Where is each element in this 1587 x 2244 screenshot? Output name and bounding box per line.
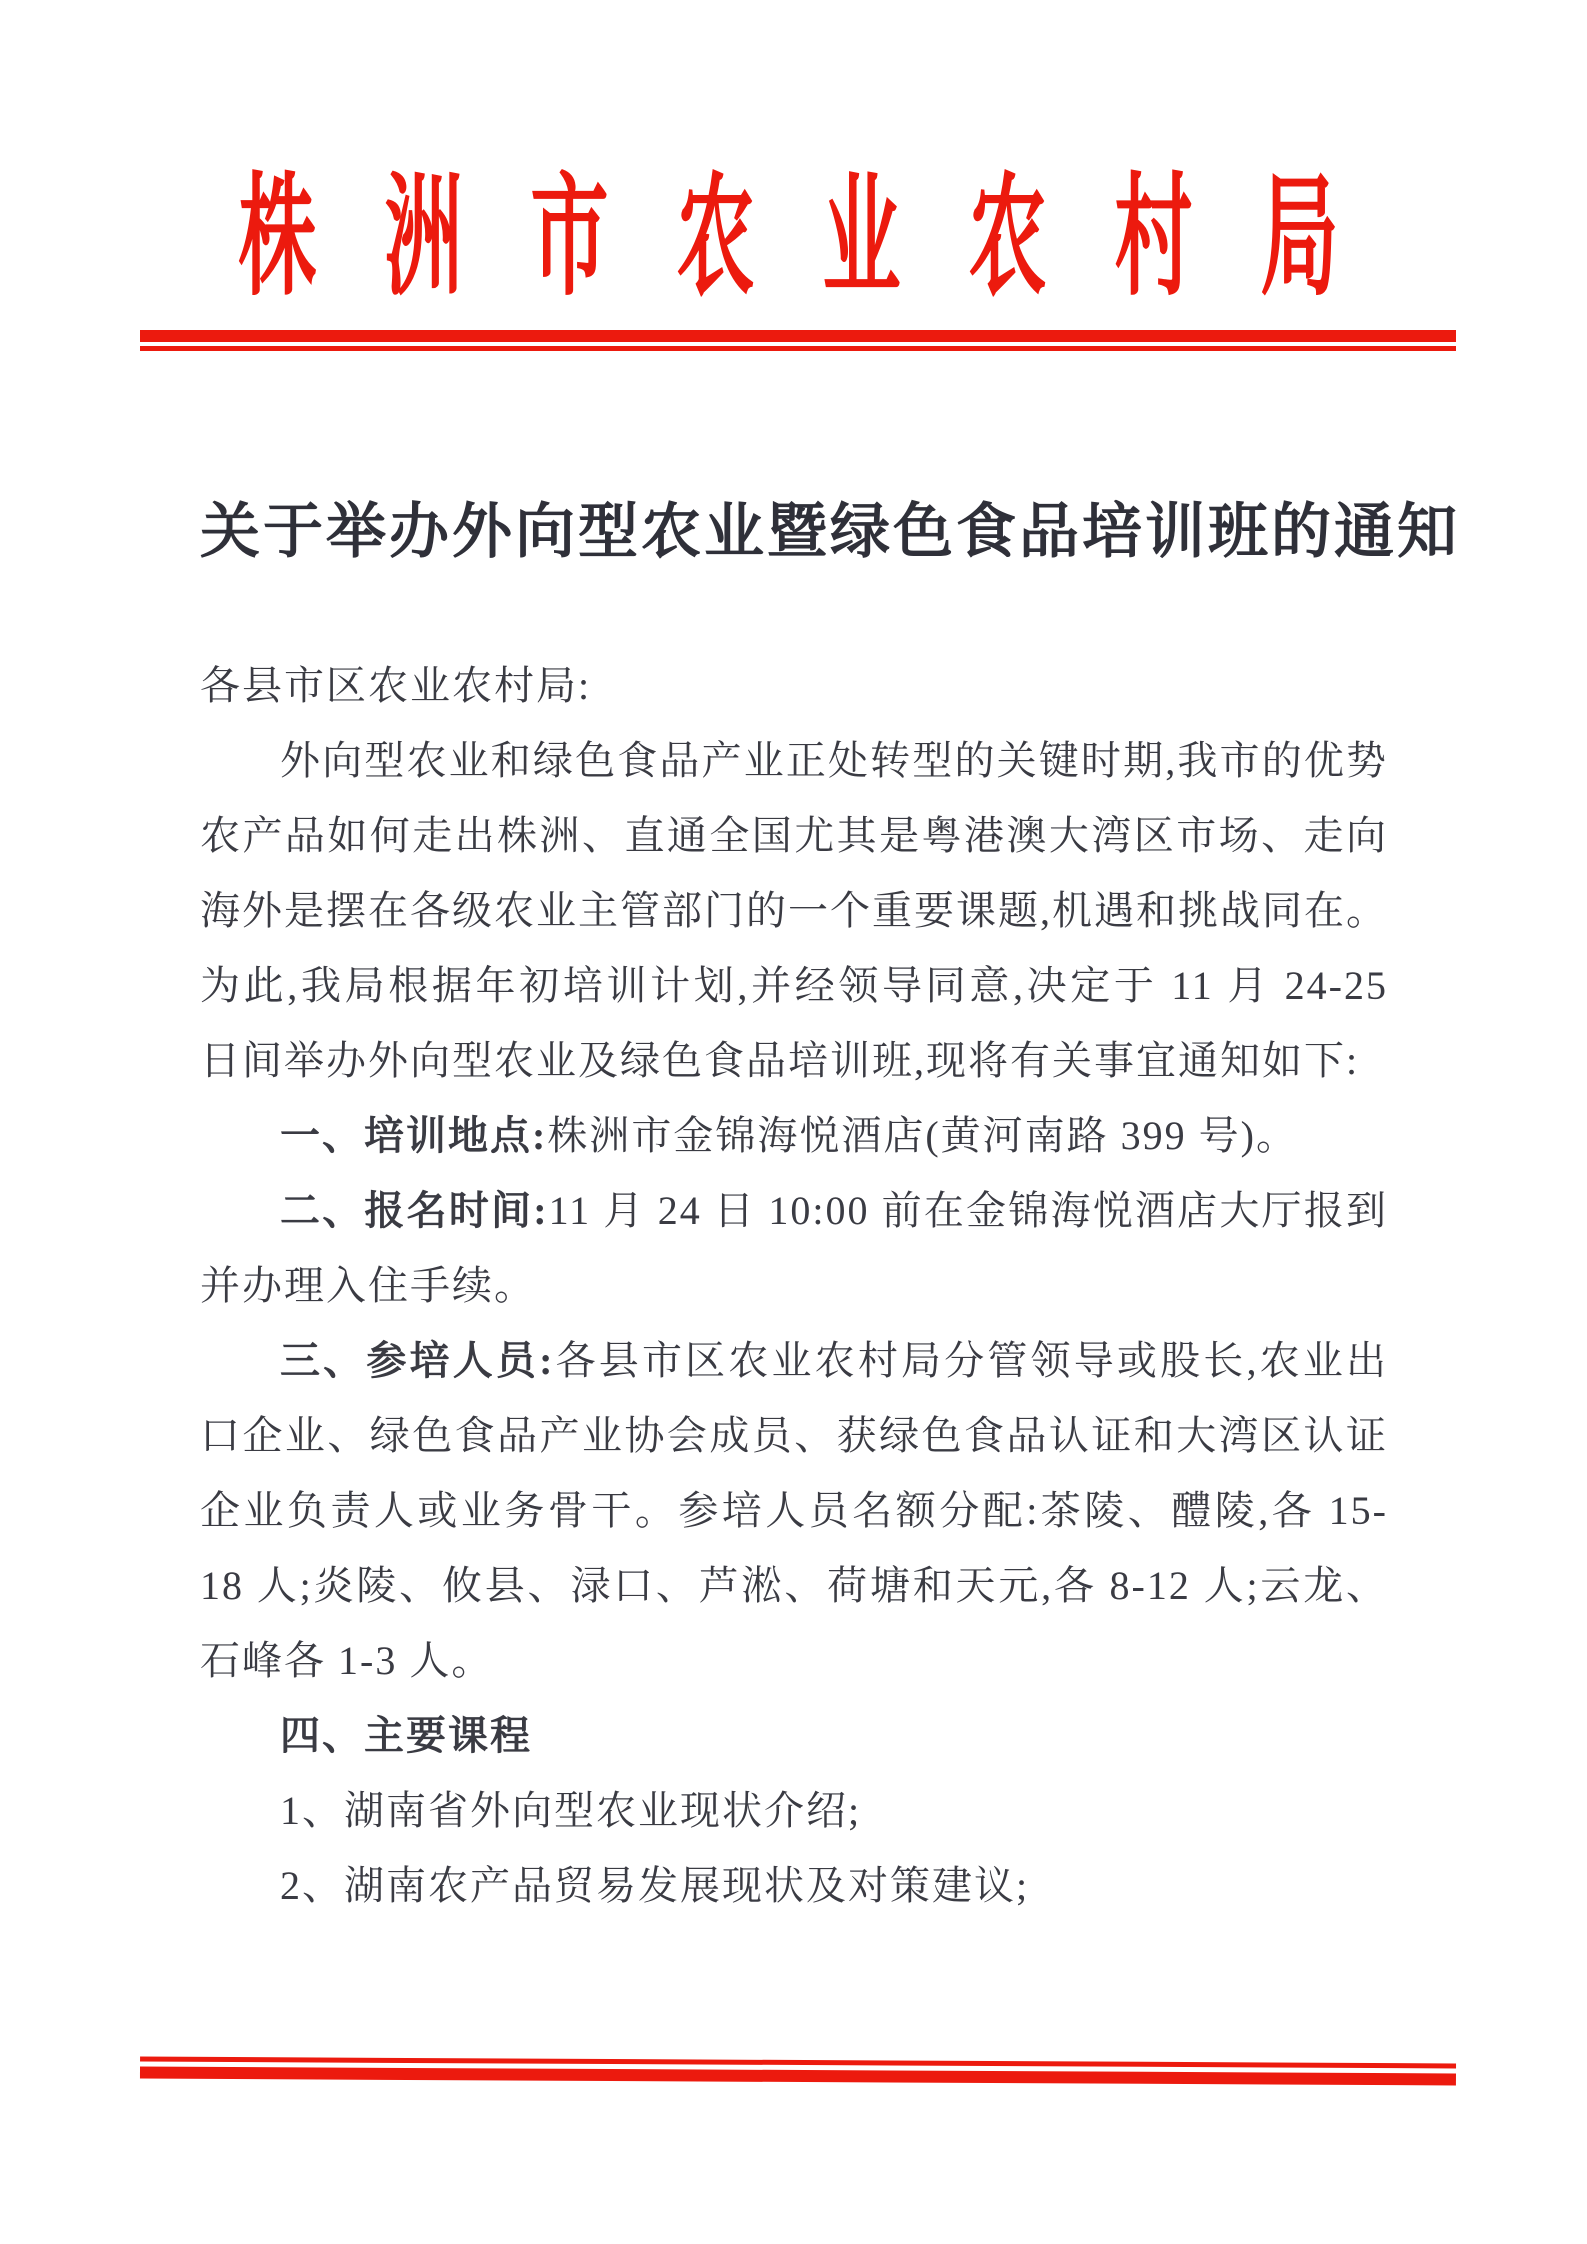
paragraph-lead: 二、报名时间:: [280, 1188, 549, 1233]
separator-thin-bar: [140, 346, 1456, 351]
separator-thick-bar: [140, 330, 1456, 342]
paragraph-text: 11 月 24 日 10:00 前在金锦海悦酒店大厅报到并办理入住手续。: [200, 1188, 1388, 1308]
paragraph-course-item-2: [200, 1848, 1388, 1923]
paragraph-lead: 三、参培人员:: [280, 1338, 555, 1383]
document-body: [200, 648, 1388, 1923]
paragraph-lead: 一、培训地点:: [280, 1113, 548, 1158]
paragraph-training-location: [200, 1098, 1388, 1173]
paragraph-participants: [200, 1323, 1388, 1698]
paragraph-text: 株洲市金锦海悦酒店(黄河南路 399 号)。: [547, 1113, 1298, 1158]
red-separator-bottom: [140, 2057, 1456, 2086]
letterhead-agency-name: 株洲市农业农村局: [238, 163, 1407, 312]
paragraph-text: 各县市区农业农村局分管领导或股长,农业出口企业、绿色食品产业协会成员、获绿色食品认证和大湾区认证企业负责人或业务骨干。参培人员名额分配:茶陵、醴陵,各 15-18 人;炎陵、攸县、渌口、芦淞、荷塘和天元,各 8-12 人;云龙、石峰各 1-3 人。: [200, 1338, 1388, 1683]
red-separator-top: [140, 330, 1456, 351]
paragraph-course-item-1: [200, 1773, 1388, 1848]
paragraph-text: 2、湖南农产品贸易发展现状及对策建议;: [280, 1863, 1030, 1908]
paragraph-text: 外向型农业和绿色食品产业正处转型的关键时期,我市的优势农产品如何走出株洲、直通全国尤其是粤港澳大湾区市场、走向海外是摆在各级农业主管部门的一个重要课题,机遇和挑战同在。为此,我局根据年初培训计划,并经领导同意,决定于 11 月 24-25 日间举办外向型农业及绿色食品培训班,现将有关事宜通知如下:: [200, 738, 1388, 1083]
salutation: 各县市区农业农村局:: [200, 663, 592, 708]
document-title: 关于举办外向型农业暨绿色食品培训班的通知: [200, 499, 1460, 565]
paragraph-text: 1、湖南省外向型农业现状介绍;: [280, 1788, 862, 1833]
paragraph-intro: [200, 723, 1388, 1098]
paragraph-main-courses-heading: [200, 1698, 1388, 1773]
paragraph-lead: 四、主要课程: [280, 1713, 532, 1758]
paragraph-registration-time: [200, 1173, 1388, 1323]
